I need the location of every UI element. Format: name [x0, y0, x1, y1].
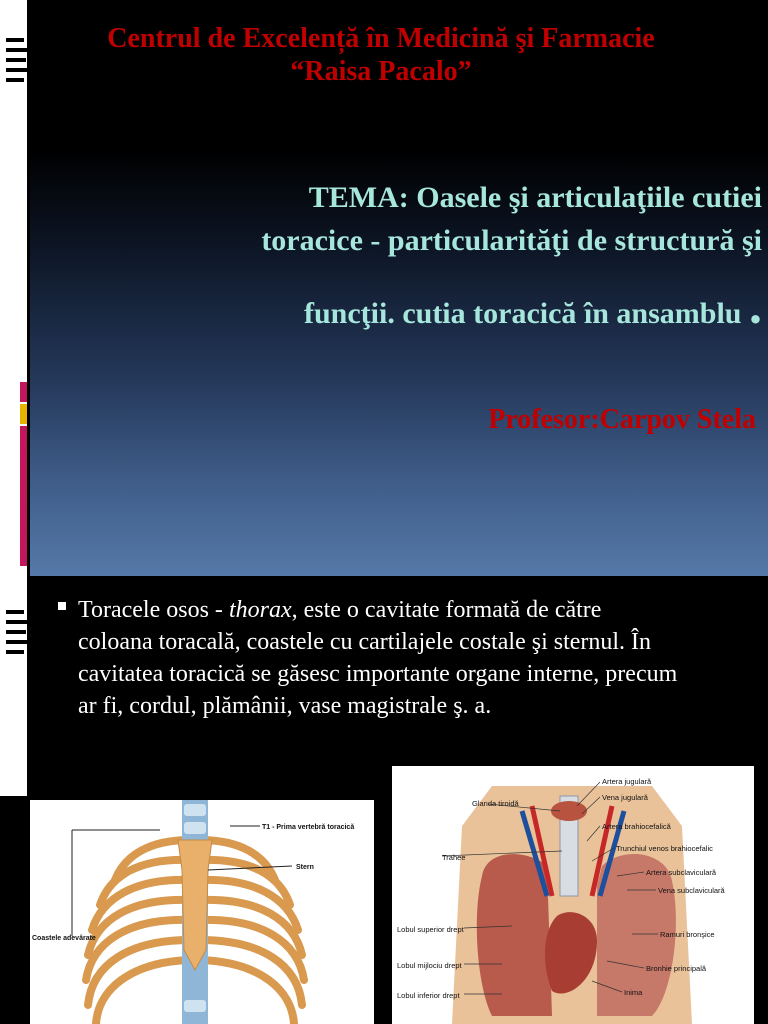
content-slide — [0, 576, 768, 1024]
label-right-lower-lobe: Lobul inferior drept — [397, 991, 460, 1000]
slide-topic-end: funcţii. cutia toracică în ansamblu . — [303, 278, 762, 335]
label-brachiocephalic-venous-trunk: Trunchiul venos brahiocefalic — [616, 844, 713, 853]
label-right-upper-lobe: Lobul superior drept — [397, 925, 464, 934]
label-sternum: Stern — [296, 864, 314, 871]
institution-name: Centrul de Excelență în Medicină şi Farmacie “Raisa Pacalo” — [107, 23, 655, 87]
decorative-yellow-block — [20, 404, 27, 424]
decorative-magenta-block — [20, 382, 27, 402]
label-right-middle-lobe: Lobul mijlociu drept — [397, 961, 462, 970]
label-heart: Inima — [624, 988, 643, 997]
decorative-magenta-strip — [20, 426, 27, 566]
label-true-ribs: Coastele adevărate — [32, 935, 96, 942]
bullet-square-icon — [58, 602, 66, 610]
label-bronchial-branches: Ramuri bronşice — [660, 930, 715, 939]
slide-topic: TEMA: Oasele şi articulaţiile cutiei toracice - particularităţi de structură şi — [261, 181, 762, 257]
label-jugular-artery: Artera jugulară — [602, 777, 652, 786]
label-trachea: Trahee — [442, 853, 466, 862]
label-brachiocephalic-artery: Artera brahiocefalică — [602, 822, 671, 831]
thoracic-organs-figure — [392, 766, 754, 1024]
professor-name: Profesor:Carpov Stela — [488, 404, 756, 435]
bullet-paragraph: Toracele osos - thorax, este o cavitate formată de către coloana toracală, coastele cu cartilajele costale şi sternul. În cavitatea toracică se găsesc importante organe interne, precum ar fi, cordul, plămânii, vase magistrale ş. a. — [78, 594, 678, 722]
rib-cage-figure — [30, 800, 374, 1024]
label-main-bronchus: Bronhie principală — [646, 964, 707, 973]
label-first-thoracic-vertebra: T1 - Prima vertebră toracică — [262, 824, 355, 831]
label-subclavian-artery: Artera subclaviculară — [646, 868, 717, 877]
label-subclavian-vein: Vena subclaviculară — [658, 886, 725, 895]
decorative-stripes — [6, 606, 30, 664]
label-thyroid-gland: Glanda tiroidă — [472, 799, 519, 808]
label-jugular-vein: Vena jugulară — [602, 793, 648, 802]
